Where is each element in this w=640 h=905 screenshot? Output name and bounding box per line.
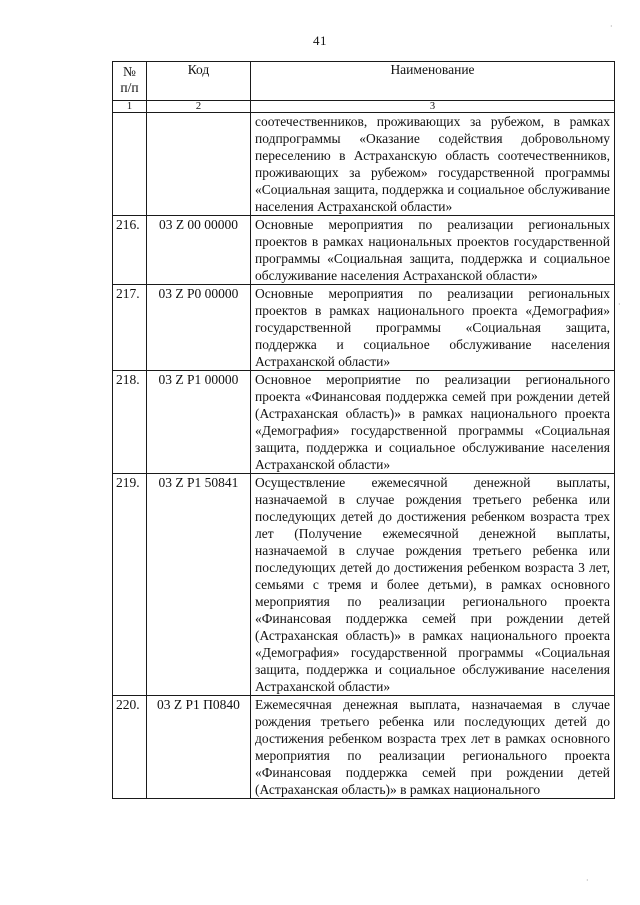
row-code (147, 113, 251, 216)
row-number: 220. (113, 696, 147, 799)
header-code: Код (147, 62, 251, 101)
row-code: 03 Z P1 П0840 (147, 696, 251, 799)
column-index-row (113, 101, 615, 113)
table-row (113, 474, 615, 696)
row-code: 03 Z P1 00000 (147, 371, 251, 474)
row-name: Осуществление ежемесячной денежной выплаты, назначаемой в случае рождения третьего ребенка или последующих детей до достижения ребенком возраста трех лет (Получение ежемесячной денежной выплаты, назначаемой в случае рождения третьего ребенка или последующих детей до достижения ребенком возраста 3 лет, семьями с тремя и более детьми), в рамках основного мероприятия по реализации регионального проекта «Финансовая поддержка семей при рождении детей (Астраханская область)» в рамках национального проекта «Демография» государственной программы «Социальная защита, поддержка и социальное обслуживание населения Астраханской области» (251, 474, 615, 696)
row-code: 03 Z P0 00000 (147, 285, 251, 371)
row-code: 03 Z 00 00000 (147, 216, 251, 285)
row-code: 03 Z P1 50841 (147, 474, 251, 696)
header-num: № п/п (113, 62, 147, 101)
row-name: Ежемесячная денежная выплата, назначаемая в случае рождения третьего ребенка или последующих детей до достижения ребенком возраста трех лет в рамках основного мероприятия по реализации регионального проекта «Финансовая поддержка семей при рождении детей (Астраханская область)» в рамках национального (251, 696, 615, 799)
row-number: 217. (113, 285, 147, 371)
row-name: Основные мероприятия по реализации региональных проектов в рамках национального проекта «Демография» государственной программы «Социальная защита, поддержка и социальное обслуживание населения Астраханской области» (251, 285, 615, 371)
table-header-row (113, 62, 615, 101)
row-number: 216. (113, 216, 147, 285)
table-row (113, 285, 615, 371)
scan-speck: · (618, 300, 621, 309)
page-number: 41 (313, 33, 327, 48)
column-index-1: 1 (113, 101, 147, 113)
scan-speck: · (610, 22, 613, 31)
table-row (113, 371, 615, 474)
row-number: 219. (113, 474, 147, 696)
classification-table (112, 61, 615, 799)
row-number (113, 113, 147, 216)
table-row (113, 113, 615, 216)
scan-speck: · (586, 876, 589, 885)
table-row (113, 696, 615, 799)
row-name: Основные мероприятия по реализации региональных проектов в рамках национальных проектов государственной программы «Социальная защита, поддержка и социальное обслуживание населения Астраханской области» (251, 216, 615, 285)
column-index-3: 3 (251, 101, 615, 113)
row-name: Основное мероприятие по реализации регионального проекта «Финансовая поддержка семей при рождении детей (Астраханская область)» в рамках национального проекта «Демография» государственной программы «Социальная защита, поддержка и социальное обслуживание населения Астраханской области» (251, 371, 615, 474)
table-row (113, 216, 615, 285)
column-index-2: 2 (147, 101, 251, 113)
header-name: Наименование (251, 62, 615, 101)
row-number: 218. (113, 371, 147, 474)
row-name: соотечественников, проживающих за рубежом, в рамках подпрограммы «Оказание содействия добровольному переселению в Астраханскую область соотечественников, проживающих за рубежом» государственной программы «Социальная защита, поддержка и социальное обслуживание населения Астраханской области» (251, 113, 615, 216)
